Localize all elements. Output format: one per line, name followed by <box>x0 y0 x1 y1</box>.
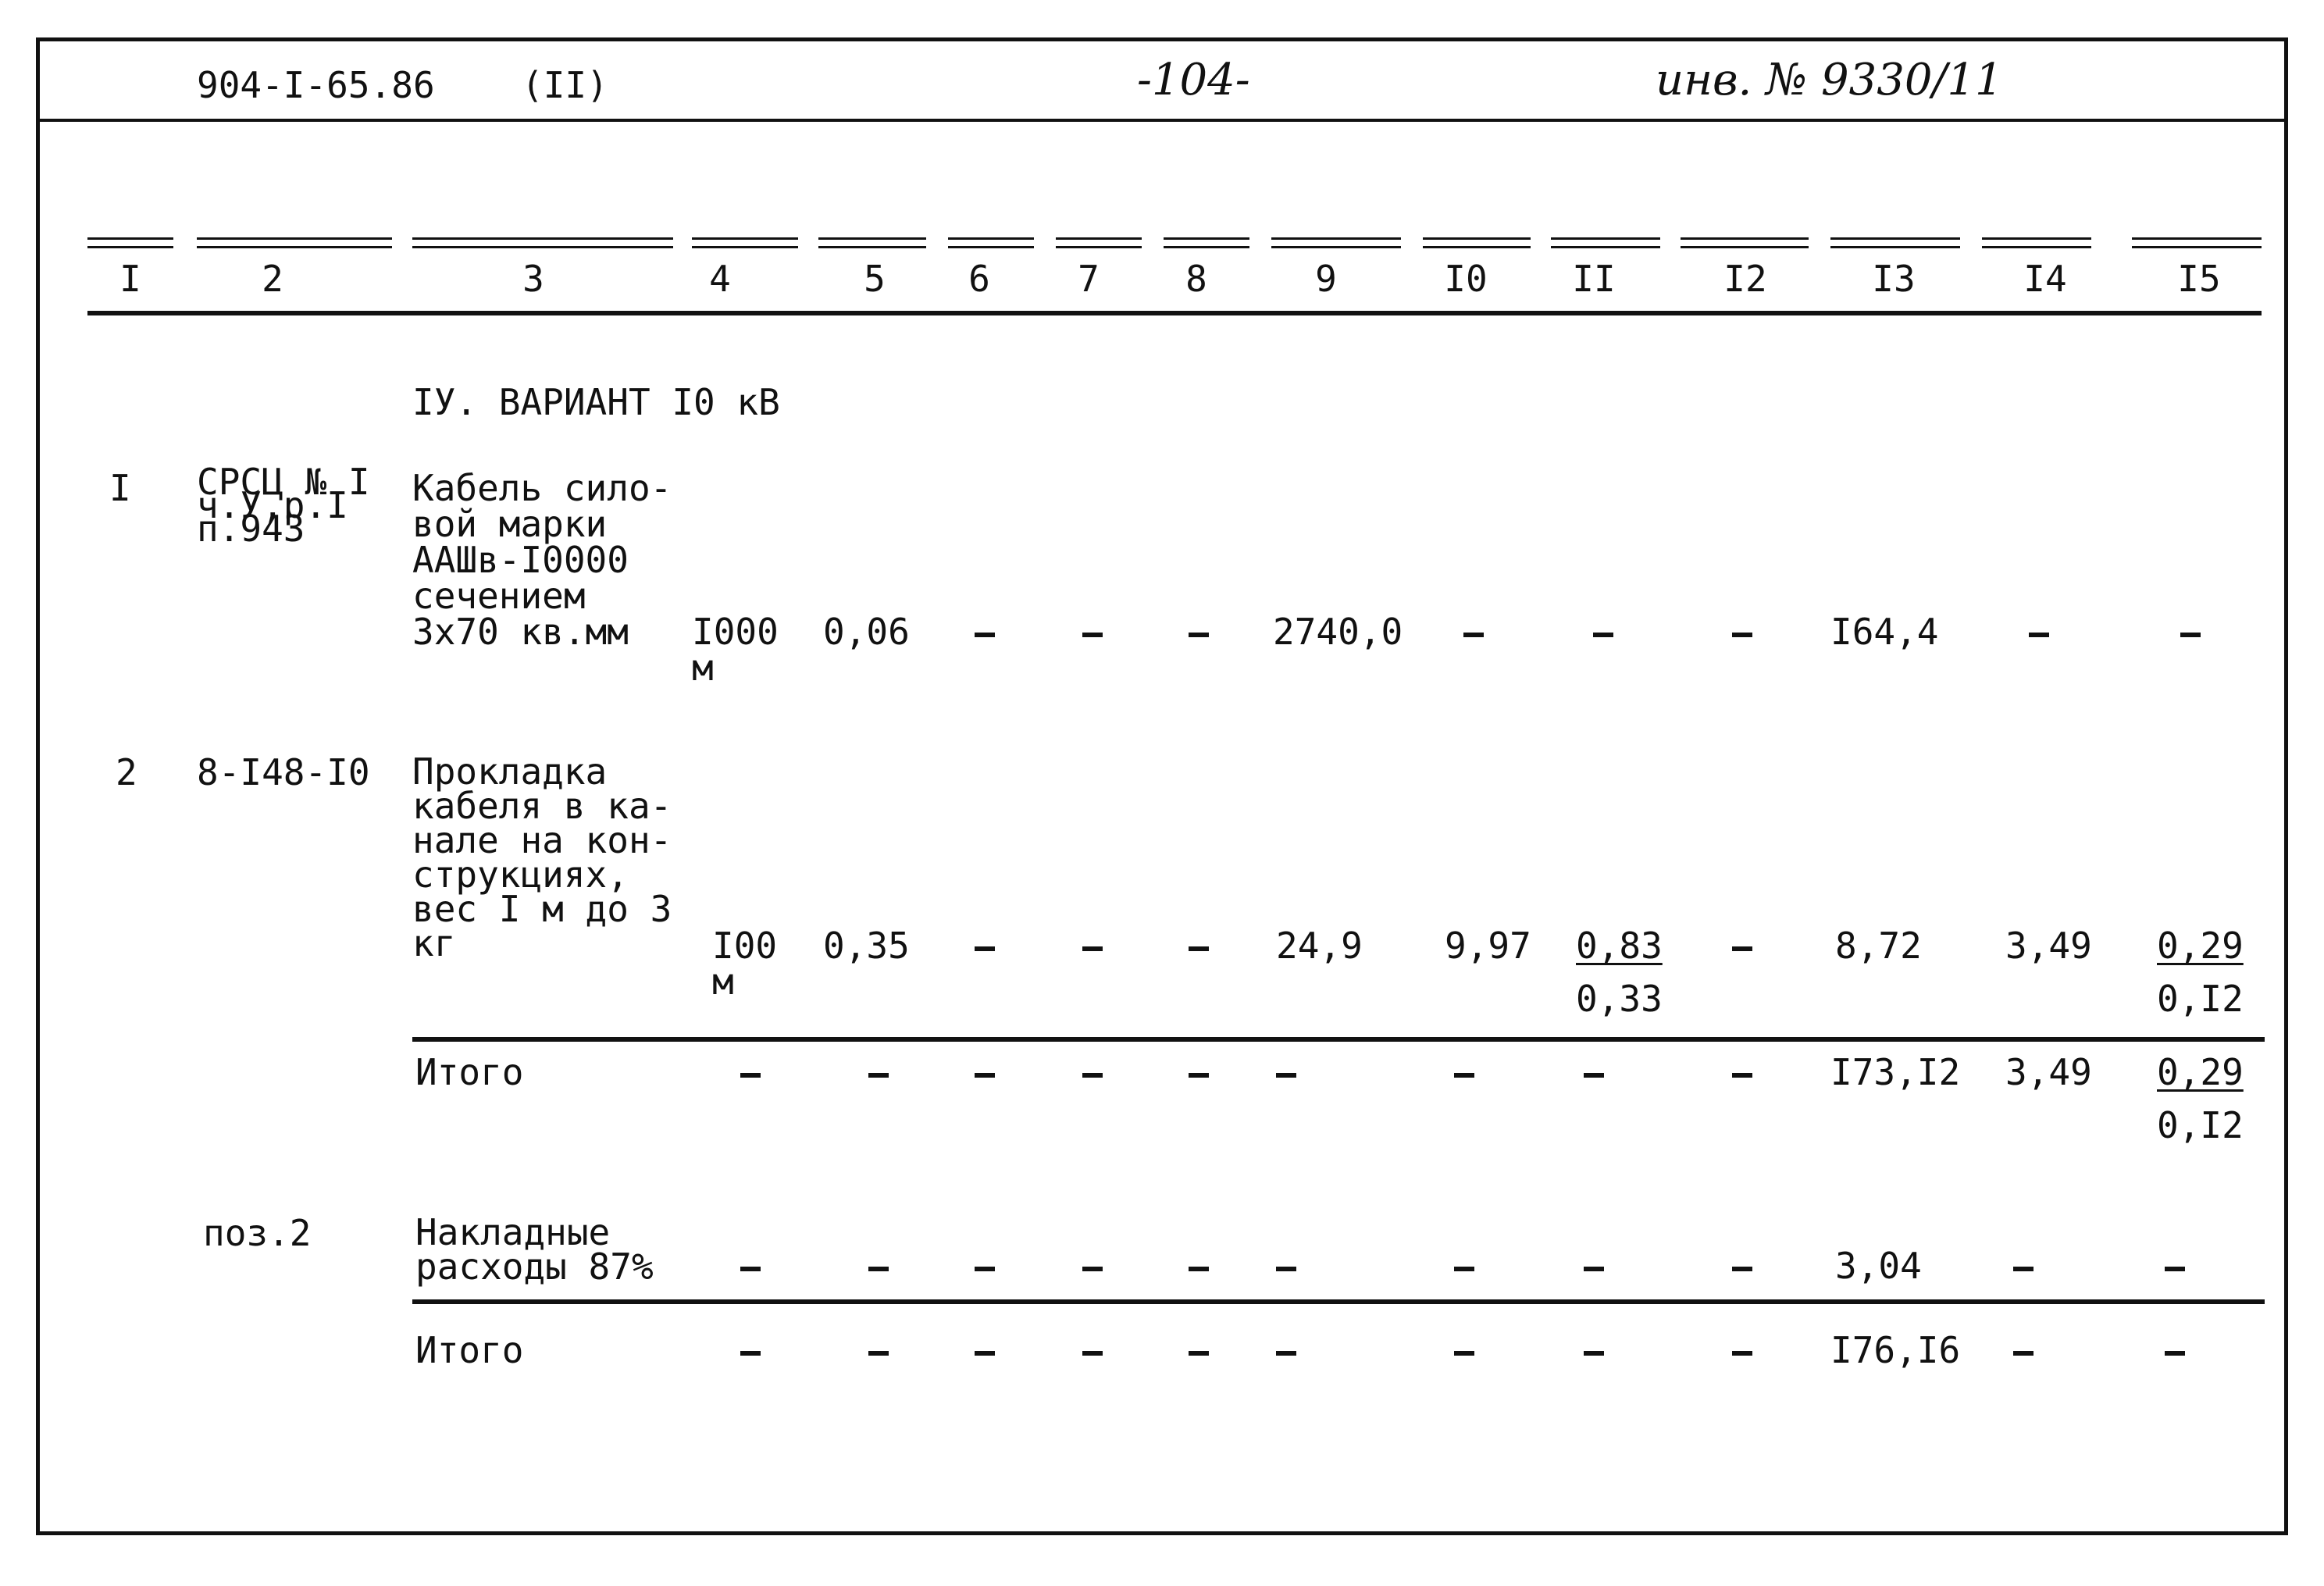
row-2-col9: 24,9 <box>1276 925 1363 967</box>
col-double-line <box>1551 237 1660 248</box>
total-1-col14: 3,49 <box>2005 1051 2092 1093</box>
dash-mark <box>740 1073 761 1078</box>
col-header-8: 8 <box>1185 258 1207 300</box>
dash-mark <box>1454 1351 1474 1356</box>
row-2-col14: 3,49 <box>2005 925 2092 967</box>
total-2-label: Итого <box>415 1329 524 1371</box>
page-number: -104- <box>1137 55 1250 105</box>
dash-mark <box>1189 1073 1209 1078</box>
header-divider <box>36 119 2288 122</box>
dash-mark <box>1732 1351 1752 1356</box>
dash-mark <box>1276 1073 1296 1078</box>
total-rule <box>412 1299 2265 1304</box>
dash-mark <box>1082 1267 1103 1271</box>
dash-mark <box>1276 1351 1296 1356</box>
row-2-col13: 8,72 <box>1835 925 1922 967</box>
dash-mark <box>1082 633 1103 637</box>
col-header-6: 6 <box>968 258 990 300</box>
col-double-line <box>412 237 673 248</box>
col-double-line <box>87 237 173 248</box>
dash-mark <box>2165 1267 2185 1271</box>
dash-mark <box>1454 1267 1474 1271</box>
row-2-col15-top: 0,29 <box>2157 925 2244 967</box>
col-double-line <box>692 237 798 248</box>
row-1-description: Кабель сило-вой марки ААШв-I0000 сечением 3х70 кв.мм <box>412 467 672 653</box>
document-code: 904-I-65.86 <box>197 64 435 106</box>
col-double-line <box>1423 237 1531 248</box>
row-1-unit: I000 м <box>692 611 779 689</box>
col-header-12: I2 <box>1723 258 1767 300</box>
col-header-2: 2 <box>262 258 283 300</box>
col-header-7: 7 <box>1078 258 1100 300</box>
dash-mark <box>1189 1267 1209 1271</box>
col-double-line <box>1164 237 1249 248</box>
total-2-col13: I76,I6 <box>1830 1329 1961 1371</box>
row-1-quantity: 0,06 <box>823 611 910 653</box>
dash-mark <box>975 1267 995 1271</box>
row-2-reference: 8-I48-I0 <box>197 751 370 793</box>
document-sheet <box>36 37 2288 1535</box>
row-1-col9: 2740,0 <box>1273 611 1403 653</box>
overhead-label: Накладные расходы 87% <box>415 1211 654 1288</box>
section-title: IУ. ВАРИАНТ I0 кВ <box>412 381 780 423</box>
col-header-11: II <box>1572 258 1616 300</box>
dash-mark <box>1732 633 1752 637</box>
row-1-number: I <box>109 467 131 509</box>
dash-mark <box>1189 633 1209 637</box>
col-header-13: I3 <box>1872 258 1916 300</box>
row-2-col11-bottom: 0,33 <box>1576 978 1663 1020</box>
dash-mark <box>1189 1351 1209 1356</box>
col-header-1: I <box>119 258 141 300</box>
row-1-col13: I64,4 <box>1830 611 1939 653</box>
col-header-9: 9 <box>1315 258 1337 300</box>
dash-mark <box>2013 1351 2034 1356</box>
col-header-10: I0 <box>1444 258 1488 300</box>
col-header-15: I5 <box>2177 258 2221 300</box>
row-2-unit: I00 м <box>712 925 778 1003</box>
dash-mark <box>2029 633 2049 637</box>
dash-mark <box>868 1351 889 1356</box>
dash-mark <box>868 1267 889 1271</box>
dash-mark <box>1082 1351 1103 1356</box>
col-header-4: 4 <box>709 258 731 300</box>
dash-mark <box>2165 1351 2185 1356</box>
dash-mark <box>1454 1073 1474 1078</box>
dash-mark <box>1732 1073 1752 1078</box>
col-double-line <box>1982 237 2091 248</box>
dash-mark <box>975 946 995 951</box>
dash-mark <box>2180 633 2201 637</box>
col-double-line <box>948 237 1034 248</box>
col-double-line <box>197 237 392 248</box>
dash-mark <box>1593 633 1613 637</box>
dash-mark <box>1732 1267 1752 1271</box>
overhead-col13: 3,04 <box>1835 1245 1922 1287</box>
dash-mark <box>975 1351 995 1356</box>
dash-mark <box>740 1267 761 1271</box>
dash-mark <box>868 1073 889 1078</box>
dash-mark <box>1732 946 1752 951</box>
col-header-5: 5 <box>864 258 886 300</box>
subtotal-rule <box>412 1037 2265 1042</box>
document-part: (II) <box>522 64 608 106</box>
inventory-number: инв. № 9330/11 <box>1656 55 2003 105</box>
row-2-description: Прокладка кабеля в ка-нале на кон-струкциях, вес I м до 3 кг <box>412 750 672 964</box>
total-1-col13: I73,I2 <box>1830 1051 1961 1093</box>
row-2-col11-top: 0,83 <box>1576 925 1663 967</box>
total-1-col15-bottom: 0,I2 <box>2157 1104 2244 1146</box>
dash-mark <box>975 1073 995 1078</box>
col-double-line <box>1056 237 1142 248</box>
dash-mark <box>2013 1267 2034 1271</box>
row-1-reference: СРСЦ № I ч.У,р.I п.943 <box>197 461 370 550</box>
dash-mark <box>1584 1351 1604 1356</box>
dash-mark <box>1082 946 1103 951</box>
header-bottom-rule <box>87 311 2262 315</box>
dash-mark <box>740 1351 761 1356</box>
overhead-reference: поз.2 <box>203 1212 312 1254</box>
col-double-line <box>818 237 926 248</box>
col-double-line <box>2132 237 2262 248</box>
total-1-col15-top: 0,29 <box>2157 1051 2244 1093</box>
row-2-number: 2 <box>116 751 137 793</box>
col-header-14: I4 <box>2023 258 2067 300</box>
dash-mark <box>1189 946 1209 951</box>
dash-mark <box>1584 1267 1604 1271</box>
col-double-line <box>1271 237 1401 248</box>
total-1-label: Итого <box>415 1051 524 1093</box>
dash-mark <box>1463 633 1484 637</box>
row-2-col10: 9,97 <box>1445 925 1531 967</box>
row-2-col15-bottom: 0,I2 <box>2157 978 2244 1020</box>
col-double-line <box>1681 237 1809 248</box>
col-header-3: 3 <box>522 258 544 300</box>
dash-mark <box>1082 1073 1103 1078</box>
dash-mark <box>1584 1073 1604 1078</box>
dash-mark <box>975 633 995 637</box>
col-double-line <box>1830 237 1960 248</box>
dash-mark <box>1276 1267 1296 1271</box>
row-2-quantity: 0,35 <box>823 925 910 967</box>
